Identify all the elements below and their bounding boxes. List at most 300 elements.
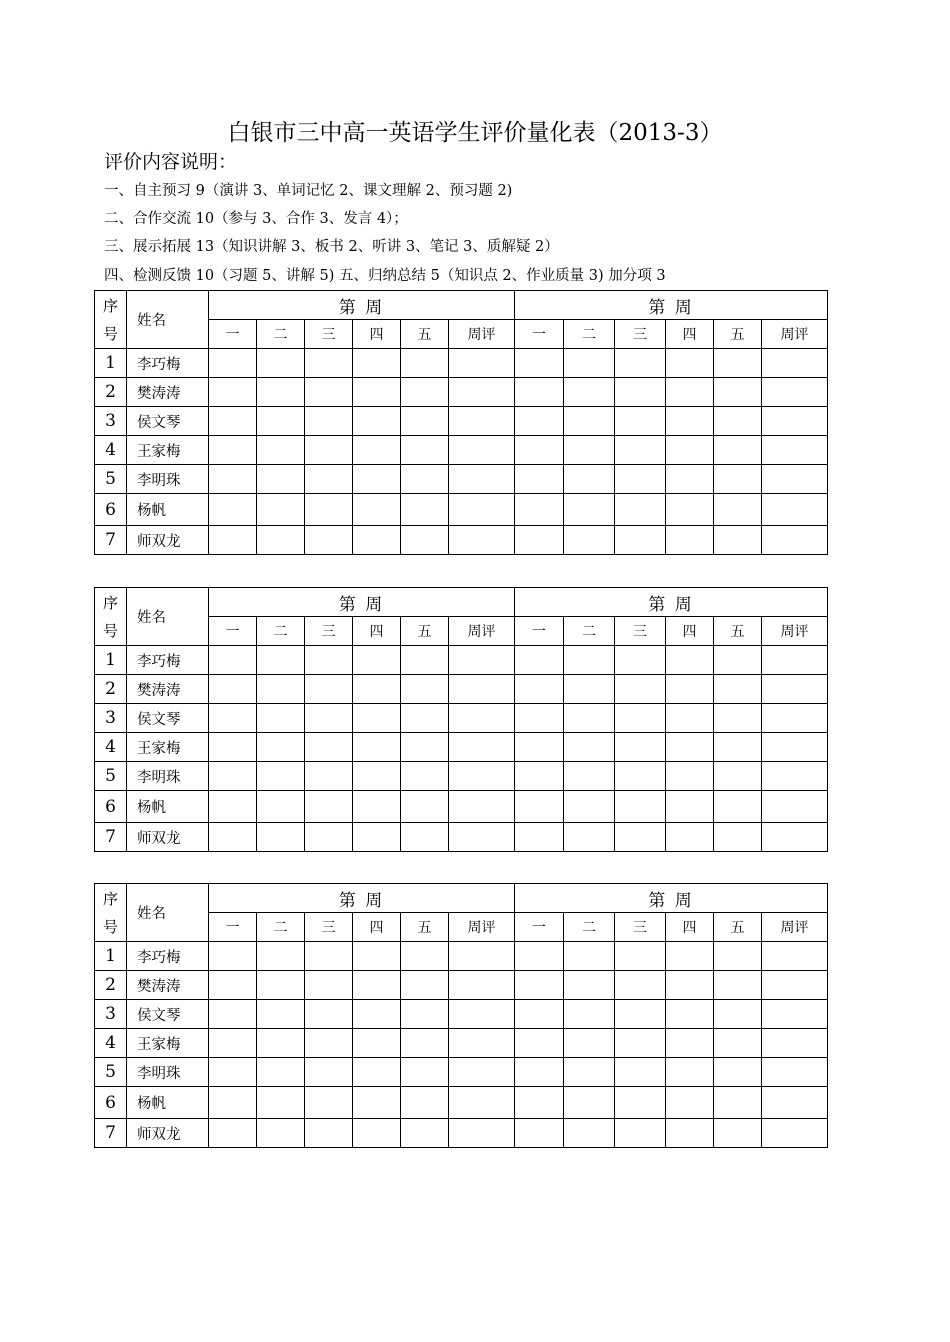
score-cell <box>449 675 515 704</box>
student-number: 7 <box>95 823 127 852</box>
score-cell <box>615 465 666 494</box>
score-cell <box>449 1058 515 1087</box>
score-cell <box>762 675 828 704</box>
score-cell <box>714 1119 762 1148</box>
score-cell <box>209 526 257 555</box>
score-cell <box>401 1087 449 1119</box>
score-cell <box>401 791 449 823</box>
score-cell <box>209 1119 257 1148</box>
student-number: 4 <box>95 733 127 762</box>
score-cell <box>564 762 615 791</box>
score-cell <box>401 646 449 675</box>
score-cell <box>449 1087 515 1119</box>
student-number: 4 <box>95 436 127 465</box>
score-cell <box>305 646 353 675</box>
name-header: 姓名 <box>127 588 209 646</box>
score-cell <box>515 465 564 494</box>
score-cell <box>564 1000 615 1029</box>
score-cell <box>401 733 449 762</box>
week-header: 第 周 <box>515 884 828 913</box>
score-cell <box>564 526 615 555</box>
score-cell <box>515 704 564 733</box>
day-header: 三 <box>615 617 666 646</box>
score-cell <box>515 1058 564 1087</box>
score-cell <box>353 1029 401 1058</box>
score-cell <box>666 1119 714 1148</box>
score-cell <box>209 436 257 465</box>
score-cell <box>762 494 828 526</box>
score-cell <box>762 704 828 733</box>
day-header: 三 <box>615 913 666 942</box>
score-cell <box>564 971 615 1000</box>
score-cell <box>401 762 449 791</box>
score-cell <box>257 675 305 704</box>
score-cell <box>714 1029 762 1058</box>
score-cell <box>209 791 257 823</box>
score-cell <box>401 494 449 526</box>
score-cell <box>257 494 305 526</box>
score-cell <box>615 762 666 791</box>
criteria-line-1: 一、自主预习 9（演讲 3、单词记忆 2、课文理解 2、预习题 2) <box>104 183 513 199</box>
score-cell <box>666 526 714 555</box>
seq-header-top: 序 <box>102 889 118 908</box>
day-header: 周评 <box>449 913 515 942</box>
score-cell <box>353 1058 401 1087</box>
day-header: 二 <box>564 617 615 646</box>
seq-header-bottom: 号 <box>102 324 118 343</box>
score-cell <box>564 494 615 526</box>
score-cell <box>209 1058 257 1087</box>
score-cell <box>714 1058 762 1087</box>
score-cell <box>515 378 564 407</box>
score-cell <box>449 1000 515 1029</box>
student-number: 3 <box>95 704 127 733</box>
score-cell <box>209 704 257 733</box>
student-number: 5 <box>95 465 127 494</box>
score-cell <box>401 1029 449 1058</box>
day-header: 周评 <box>762 913 828 942</box>
score-cell <box>449 1119 515 1148</box>
criteria-line-3: 三、展示拓展 13（知识讲解 3、板书 2、听讲 3、笔记 3、质解疑 2） <box>104 239 559 255</box>
score-cell <box>449 762 515 791</box>
score-cell <box>257 704 305 733</box>
score-cell <box>564 1029 615 1058</box>
score-cell <box>714 942 762 971</box>
day-header: 一 <box>515 617 564 646</box>
score-cell <box>564 465 615 494</box>
student-number: 2 <box>95 971 127 1000</box>
student-name: 杨帆 <box>127 791 209 823</box>
score-cell <box>515 1119 564 1148</box>
score-cell <box>714 526 762 555</box>
score-cell <box>353 646 401 675</box>
score-cell <box>305 526 353 555</box>
score-cell <box>449 823 515 852</box>
score-cell <box>564 942 615 971</box>
score-cell <box>762 1029 828 1058</box>
student-number: 2 <box>95 378 127 407</box>
score-cell <box>449 436 515 465</box>
score-cell <box>449 942 515 971</box>
score-cell <box>564 1058 615 1087</box>
student-number: 6 <box>95 791 127 823</box>
student-number: 1 <box>95 349 127 378</box>
score-cell <box>515 675 564 704</box>
score-cell <box>449 733 515 762</box>
score-cell <box>564 407 615 436</box>
table-row <box>95 407 828 436</box>
score-cell <box>401 1058 449 1087</box>
score-cell <box>449 646 515 675</box>
score-cell <box>615 494 666 526</box>
score-cell <box>257 526 305 555</box>
score-cell <box>564 1087 615 1119</box>
student-number: 3 <box>95 1000 127 1029</box>
student-number: 7 <box>95 526 127 555</box>
day-header: 二 <box>564 913 615 942</box>
day-header: 四 <box>666 320 714 349</box>
score-cell <box>305 1119 353 1148</box>
score-cell <box>564 436 615 465</box>
score-cell <box>714 971 762 1000</box>
score-cell <box>615 675 666 704</box>
score-cell <box>615 733 666 762</box>
student-name: 樊涛涛 <box>127 378 209 407</box>
table-row <box>95 436 828 465</box>
score-cell <box>305 378 353 407</box>
score-cell <box>449 494 515 526</box>
score-cell <box>615 1119 666 1148</box>
score-cell <box>515 349 564 378</box>
table-row <box>95 1119 828 1148</box>
student-name: 杨帆 <box>127 1087 209 1119</box>
score-cell <box>257 1058 305 1087</box>
score-cell <box>666 942 714 971</box>
score-cell <box>209 823 257 852</box>
score-cell <box>762 349 828 378</box>
score-cell <box>401 526 449 555</box>
score-cell <box>257 1000 305 1029</box>
score-cell <box>564 1119 615 1148</box>
student-number: 3 <box>95 407 127 436</box>
day-header: 四 <box>666 913 714 942</box>
score-cell <box>666 823 714 852</box>
score-cell <box>353 526 401 555</box>
table-row <box>95 646 828 675</box>
score-cell <box>257 1029 305 1058</box>
evaluation-table <box>94 883 828 1148</box>
score-cell <box>762 733 828 762</box>
table-row <box>95 349 828 378</box>
day-header: 周评 <box>762 320 828 349</box>
seq-header-bottom: 号 <box>102 621 118 640</box>
score-cell <box>515 1087 564 1119</box>
score-cell <box>666 646 714 675</box>
table-row <box>95 733 828 762</box>
score-cell <box>209 407 257 436</box>
student-name: 师双龙 <box>127 526 209 555</box>
score-cell <box>515 494 564 526</box>
week-header: 第 周 <box>209 884 515 913</box>
score-cell <box>257 942 305 971</box>
score-cell <box>714 494 762 526</box>
day-header: 四 <box>353 913 401 942</box>
score-cell <box>353 436 401 465</box>
score-cell <box>615 1087 666 1119</box>
score-cell <box>305 1058 353 1087</box>
score-cell <box>515 1029 564 1058</box>
score-cell <box>305 1029 353 1058</box>
student-name: 李明珠 <box>127 465 209 494</box>
score-cell <box>305 1000 353 1029</box>
day-header: 一 <box>515 913 564 942</box>
score-cell <box>515 971 564 1000</box>
score-cell <box>353 465 401 494</box>
score-cell <box>305 407 353 436</box>
score-cell <box>564 378 615 407</box>
student-number: 6 <box>95 1087 127 1119</box>
day-header: 五 <box>401 617 449 646</box>
day-header: 四 <box>666 617 714 646</box>
score-cell <box>209 675 257 704</box>
score-cell <box>209 494 257 526</box>
score-cell <box>714 378 762 407</box>
score-cell <box>209 465 257 494</box>
score-cell <box>762 942 828 971</box>
score-cell <box>714 733 762 762</box>
score-cell <box>666 407 714 436</box>
score-cell <box>515 646 564 675</box>
score-cell <box>564 675 615 704</box>
score-cell <box>666 349 714 378</box>
score-cell <box>305 1087 353 1119</box>
score-cell <box>401 704 449 733</box>
score-cell <box>615 971 666 1000</box>
week-header: 第 周 <box>515 291 828 320</box>
day-header: 周评 <box>762 617 828 646</box>
score-cell <box>449 971 515 1000</box>
student-number: 5 <box>95 762 127 791</box>
student-number: 4 <box>95 1029 127 1058</box>
day-header: 五 <box>714 320 762 349</box>
table-row <box>95 1087 828 1119</box>
student-name: 李巧梅 <box>127 646 209 675</box>
score-cell <box>305 971 353 1000</box>
table-row <box>95 675 828 704</box>
score-cell <box>666 494 714 526</box>
day-header: 二 <box>564 320 615 349</box>
score-cell <box>209 1000 257 1029</box>
score-cell <box>762 791 828 823</box>
score-cell <box>762 1087 828 1119</box>
score-cell <box>515 436 564 465</box>
score-cell <box>353 704 401 733</box>
score-cell <box>762 823 828 852</box>
student-name: 王家梅 <box>127 1029 209 1058</box>
student-number: 1 <box>95 942 127 971</box>
score-cell <box>515 733 564 762</box>
evaluation-table <box>94 587 828 852</box>
score-cell <box>257 733 305 762</box>
score-cell <box>666 1058 714 1087</box>
score-cell <box>353 1087 401 1119</box>
table-row <box>95 526 828 555</box>
score-cell <box>714 646 762 675</box>
score-cell <box>353 1119 401 1148</box>
score-cell <box>615 436 666 465</box>
score-cell <box>615 407 666 436</box>
score-cell <box>449 791 515 823</box>
score-cell <box>515 942 564 971</box>
score-cell <box>762 526 828 555</box>
score-cell <box>615 1058 666 1087</box>
score-cell <box>257 378 305 407</box>
student-name: 樊涛涛 <box>127 971 209 1000</box>
score-cell <box>615 646 666 675</box>
score-cell <box>615 349 666 378</box>
score-cell <box>353 407 401 436</box>
day-header: 二 <box>257 320 305 349</box>
day-header: 周评 <box>449 617 515 646</box>
score-cell <box>401 407 449 436</box>
student-name: 师双龙 <box>127 1119 209 1148</box>
score-cell <box>353 349 401 378</box>
score-cell <box>401 1000 449 1029</box>
score-cell <box>515 791 564 823</box>
score-cell <box>666 465 714 494</box>
week-header: 第 周 <box>209 588 515 617</box>
score-cell <box>257 407 305 436</box>
score-cell <box>305 465 353 494</box>
score-cell <box>209 971 257 1000</box>
seq-header-top: 序 <box>102 296 118 315</box>
day-header: 一 <box>209 320 257 349</box>
score-cell <box>449 378 515 407</box>
student-name: 侯文琴 <box>127 1000 209 1029</box>
score-cell <box>305 762 353 791</box>
day-header: 五 <box>401 320 449 349</box>
score-cell <box>257 823 305 852</box>
score-cell <box>305 494 353 526</box>
day-header: 三 <box>615 320 666 349</box>
score-cell <box>515 407 564 436</box>
criteria-heading: 评价内容说明： <box>104 151 238 173</box>
score-cell <box>305 704 353 733</box>
score-cell <box>209 942 257 971</box>
score-cell <box>762 971 828 1000</box>
week-header: 第 周 <box>209 291 515 320</box>
table-row <box>95 971 828 1000</box>
day-header: 三 <box>305 913 353 942</box>
table-row <box>95 494 828 526</box>
score-cell <box>449 465 515 494</box>
score-cell <box>762 407 828 436</box>
score-cell <box>564 704 615 733</box>
score-cell <box>714 1000 762 1029</box>
day-header: 三 <box>305 320 353 349</box>
table-row <box>95 1000 828 1029</box>
score-cell <box>666 436 714 465</box>
score-cell <box>353 823 401 852</box>
score-cell <box>666 675 714 704</box>
score-cell <box>257 1087 305 1119</box>
score-cell <box>666 378 714 407</box>
score-cell <box>257 762 305 791</box>
day-header: 一 <box>209 913 257 942</box>
score-cell <box>209 733 257 762</box>
score-cell <box>714 436 762 465</box>
score-cell <box>305 675 353 704</box>
score-cell <box>666 762 714 791</box>
score-cell <box>762 762 828 791</box>
criteria-line-4: 四、检测反馈 10（习题 5、讲解 5) 五、归纳总结 5（知识点 2、作业质量 3) 加分项 3 <box>104 268 666 284</box>
table-row <box>95 704 828 733</box>
student-name: 王家梅 <box>127 436 209 465</box>
table-row <box>95 1058 828 1087</box>
score-cell <box>209 349 257 378</box>
student-name: 侯文琴 <box>127 407 209 436</box>
score-cell <box>305 733 353 762</box>
seq-header-bottom: 号 <box>102 917 118 936</box>
page-title: 白银市三中高一英语学生评价量化表（2013-3） <box>227 120 723 146</box>
score-cell <box>353 494 401 526</box>
score-cell <box>564 791 615 823</box>
score-cell <box>714 465 762 494</box>
score-cell <box>615 791 666 823</box>
table-row <box>95 378 828 407</box>
day-header: 二 <box>257 617 305 646</box>
day-header: 四 <box>353 320 401 349</box>
score-cell <box>257 1119 305 1148</box>
score-cell <box>762 465 828 494</box>
score-cell <box>257 436 305 465</box>
score-cell <box>666 971 714 1000</box>
table-row <box>95 791 828 823</box>
score-cell <box>209 378 257 407</box>
score-cell <box>305 942 353 971</box>
score-cell <box>353 675 401 704</box>
score-cell <box>305 823 353 852</box>
score-cell <box>666 704 714 733</box>
name-header: 姓名 <box>127 884 209 942</box>
score-cell <box>209 1029 257 1058</box>
score-cell <box>615 704 666 733</box>
table-row <box>95 762 828 791</box>
student-name: 王家梅 <box>127 733 209 762</box>
score-cell <box>209 646 257 675</box>
score-cell <box>449 407 515 436</box>
score-cell <box>615 1029 666 1058</box>
score-cell <box>615 823 666 852</box>
score-cell <box>666 1000 714 1029</box>
score-cell <box>564 733 615 762</box>
student-name: 樊涛涛 <box>127 675 209 704</box>
score-cell <box>666 791 714 823</box>
student-name: 师双龙 <box>127 823 209 852</box>
score-cell <box>401 1119 449 1148</box>
score-cell <box>762 1058 828 1087</box>
day-header: 一 <box>209 617 257 646</box>
student-number: 2 <box>95 675 127 704</box>
day-header: 二 <box>257 913 305 942</box>
score-cell <box>401 942 449 971</box>
score-cell <box>666 1029 714 1058</box>
score-cell <box>209 762 257 791</box>
day-header: 周评 <box>449 320 515 349</box>
score-cell <box>449 704 515 733</box>
score-cell <box>714 791 762 823</box>
score-cell <box>305 791 353 823</box>
